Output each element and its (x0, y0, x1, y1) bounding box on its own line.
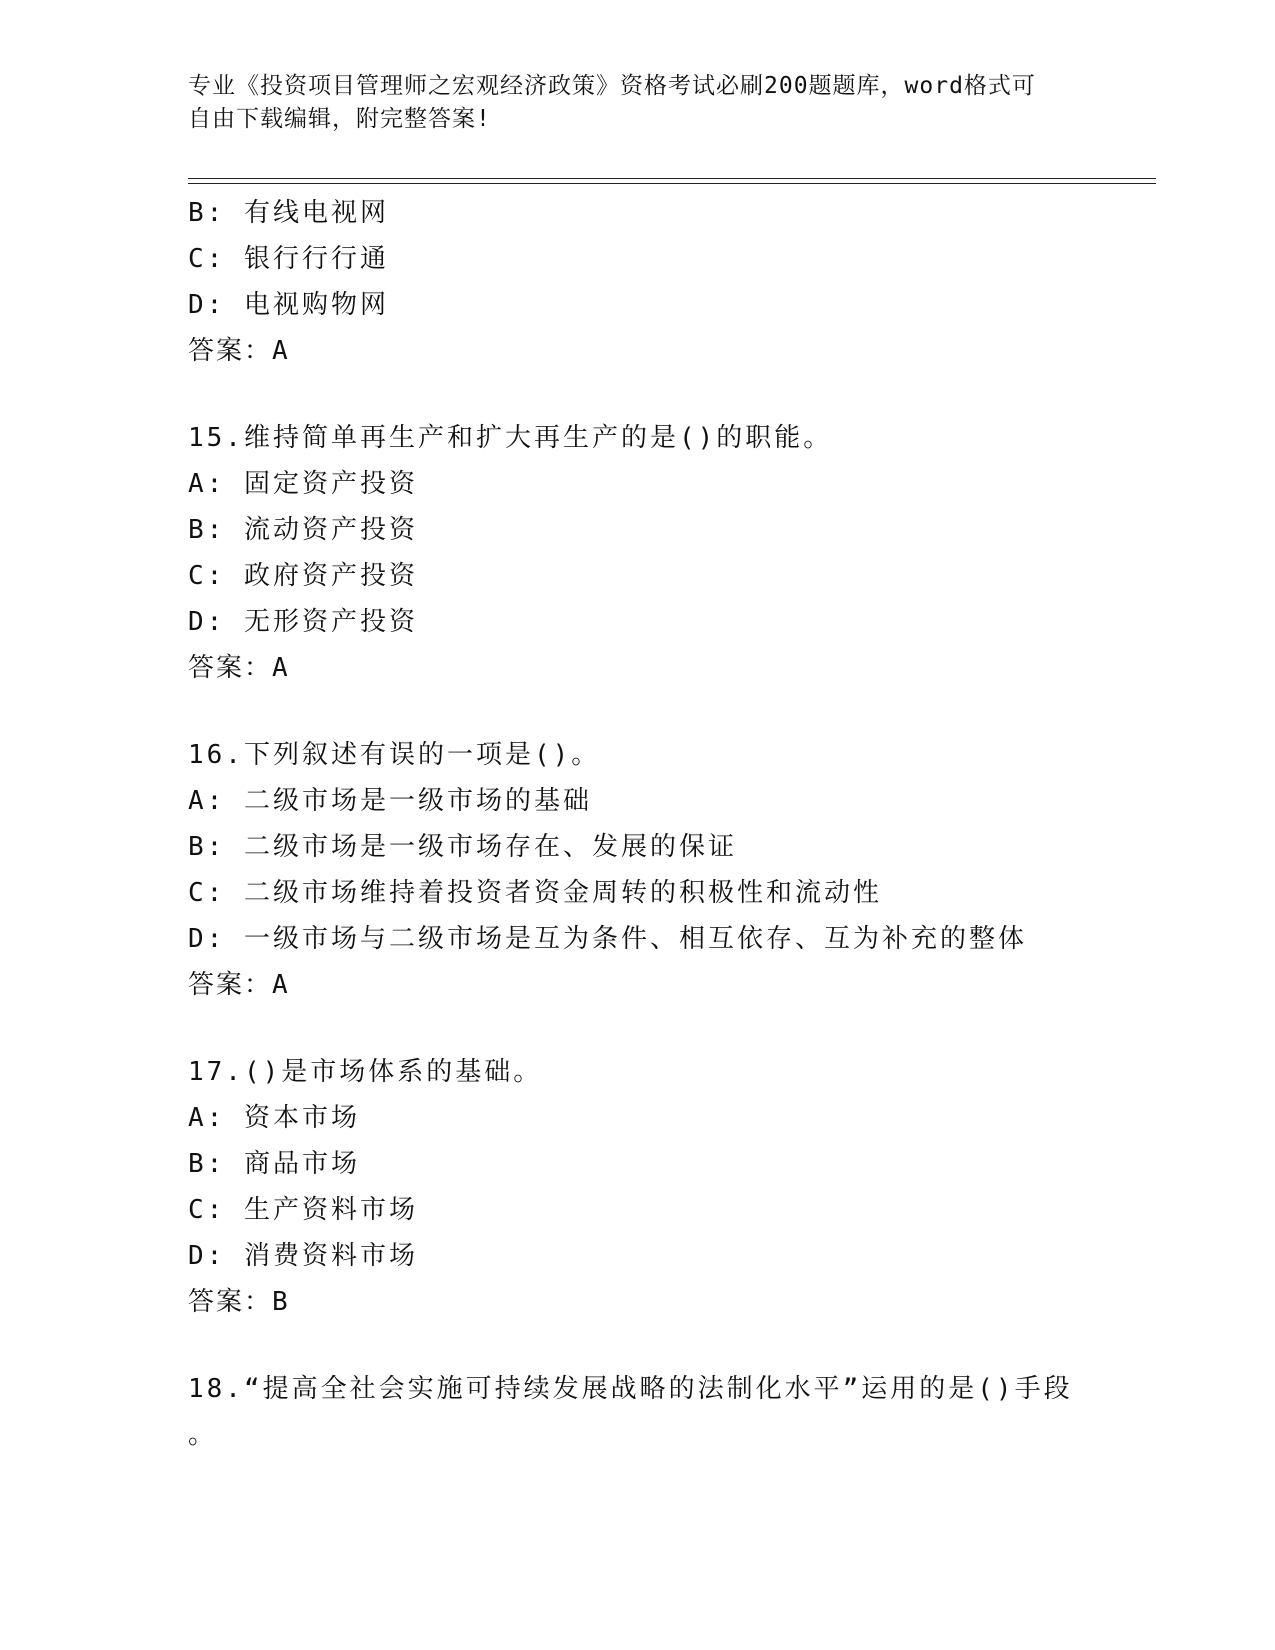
q17-option-b: B: 商品市场 (188, 1149, 360, 1179)
q16-option-c: C: 二级市场维持着投资者资金周转的积极性和流动性 (188, 878, 882, 908)
q15-option-b: B: 流动资产投资 (188, 515, 418, 545)
spacer (188, 1008, 1118, 1049)
question-block-18 (188, 1366, 1118, 1458)
q16-option-a: A: 二级市场是一级市场的基础 (188, 786, 592, 816)
q17-option-d: D: 消费资料市场 (188, 1241, 418, 1271)
q16-option-d: D: 一级市场与二级市场是互为条件、相互依存、互为补充的整体 (188, 924, 1027, 954)
question-block-15 (188, 415, 1118, 691)
question-block-17 (188, 1049, 1118, 1325)
q17-question: 17.()是市场体系的基础。 (188, 1057, 543, 1087)
q14-option-c: C: 银行行行通 (188, 244, 389, 274)
q18-question: 18.“提高全社会实施可持续发展战略的法制化水平”运用的是()手段 (188, 1374, 1073, 1404)
question-block-14 (188, 190, 1118, 374)
q17-option-c: C: 生产资料市场 (188, 1195, 418, 1225)
spacer (188, 1325, 1118, 1366)
q18-question-continuation: 。 (188, 1420, 215, 1450)
q17-answer: 答案：B (188, 1287, 290, 1317)
spacer (188, 374, 1118, 415)
question-list (188, 190, 1118, 1458)
q16-question: 16.下列叙述有误的一项是()。 (188, 740, 601, 770)
header-divider-top (188, 178, 1156, 179)
q15-option-c: C: 政府资产投资 (188, 561, 418, 591)
q14-answer: 答案：A (188, 336, 290, 366)
q15-answer: 答案：A (188, 653, 290, 683)
header-title-line-1: 专业《投资项目管理师之宏观经济政策》资格考试必刷200题题库，word格式可 (188, 73, 1036, 99)
header-title-line-2: 自由下载编辑，附完整答案! (188, 106, 491, 132)
q16-answer: 答案：A (188, 970, 290, 1000)
q16-option-b: B: 二级市场是一级市场存在、发展的保证 (188, 832, 737, 862)
q15-option-d: D: 无形资产投资 (188, 607, 418, 637)
header-divider-bottom (188, 183, 1156, 184)
q14-option-d: D: 电视购物网 (188, 290, 389, 320)
q15-question: 15.维持简单再生产和扩大再生产的是()的职能。 (188, 423, 833, 453)
question-block-16 (188, 732, 1118, 1008)
q15-option-a: A: 固定资产投资 (188, 469, 418, 499)
page-header (188, 70, 1068, 136)
q14-option-b: B: 有线电视网 (188, 198, 389, 228)
q17-option-a: A: 资本市场 (188, 1103, 360, 1133)
spacer (188, 691, 1118, 732)
